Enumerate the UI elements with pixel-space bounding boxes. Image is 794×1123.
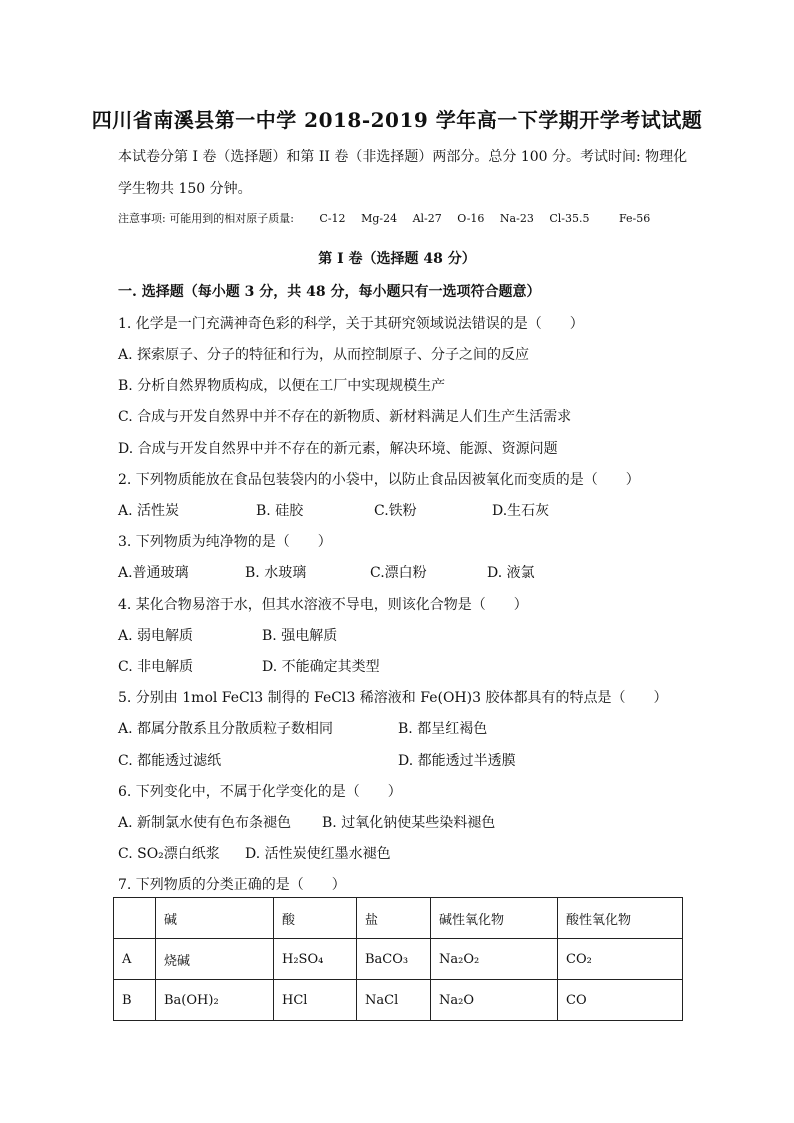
question-1-option-c: C. 合成与开发自然界中并不存在的新物质、新材料满足人们生产生活需求 <box>118 409 572 425</box>
atomic-mass: Na-23 <box>499 212 534 225</box>
question-1-option-a: A. 探索原子、分子的特征和行为，从而控制原子、分子之间的反应 <box>118 347 530 363</box>
atomic-mass: O-16 <box>457 212 485 225</box>
question-3-option-a: A.普通玻璃 <box>118 565 189 581</box>
question-6-option-d: D. 活性炭使红墨水褪色 <box>245 846 391 862</box>
table-cell: CO₂ <box>558 939 683 980</box>
question-5-option-b: B. 都呈红褐色 <box>398 721 488 737</box>
atomic-mass: C-12 <box>319 212 346 225</box>
question-3-stem: 3. 下列物质为纯净物的是（ ） <box>118 534 332 550</box>
question-7-stem: 7. 下列物质的分类正确的是（ ） <box>118 877 346 893</box>
intro-line-2: 学生物共 150 分钟。 <box>118 181 252 197</box>
table-cell: Na₂O <box>431 980 558 1021</box>
question-6-option-b: B. 过氧化钠使某些染料褪色 <box>322 815 496 831</box>
question-5-option-d: D. 都能透过半透膜 <box>398 753 516 769</box>
table-cell: HCl <box>274 980 357 1021</box>
table-row <box>114 980 683 1021</box>
question-5-option-c: C. 都能透过滤纸 <box>118 753 222 769</box>
exam-title: 四川省南溪县第一中学 2018-2019 学年高一下学期开学考试试题 <box>91 108 703 132</box>
question-4-stem: 4. 某化合物易溶于水，但其水溶液不导电，则该化合物是（ ） <box>118 597 528 613</box>
question-6-stem: 6. 下列变化中，不属于化学变化的是（ ） <box>118 784 402 800</box>
question-3-option-c: C.漂白粉 <box>370 565 427 581</box>
table-cell: NaCl <box>357 980 431 1021</box>
notes-line <box>118 210 662 226</box>
table-cell: BaCO₃ <box>357 939 431 980</box>
question-4-option-d: D. 不能确定其类型 <box>262 659 380 675</box>
question-2-option-b: B. 硅胶 <box>256 503 304 519</box>
classification-table <box>113 897 683 1021</box>
atomic-mass: Al-27 <box>412 212 442 225</box>
section-title: 第 I 卷（选择题 48 分） <box>318 251 476 267</box>
question-5-option-a: A. 都属分散系且分散质粒子数相同 <box>118 721 334 737</box>
atomic-mass: Mg-24 <box>361 212 398 225</box>
table-cell: Ba(OH)₂ <box>156 980 274 1021</box>
atomic-mass: Fe-56 <box>618 212 651 225</box>
table-cell: Na₂O₂ <box>431 939 558 980</box>
table-header-cell <box>114 898 156 939</box>
table-header-cell: 盐 <box>357 898 431 939</box>
question-6-option-c: C. SO₂漂白纸浆 <box>118 846 220 862</box>
part-heading: 一. 选择题（每小题 3 分，共 48 分，每小题只有一选项符合题意） <box>118 284 541 300</box>
intro-line-1: 本试卷分第 I 卷（选择题）和第 II 卷（非选择题）两部分。总分 100 分。考试时间: 物理化 <box>118 149 688 165</box>
table-cell: B <box>114 980 156 1021</box>
atomic-mass: Cl-35.5 <box>549 212 590 225</box>
table-cell: A <box>114 939 156 980</box>
table-header-cell: 酸 <box>274 898 357 939</box>
question-2-option-d: D.生石灰 <box>492 503 550 519</box>
table-row <box>114 939 683 980</box>
question-4-option-c: C. 非电解质 <box>118 659 194 675</box>
question-3-option-d: D. 液氯 <box>487 565 535 581</box>
question-1-stem: 1. 化学是一门充满神奇色彩的科学，关于其研究领域说法错误的是（ ） <box>118 316 584 332</box>
question-5-stem: 5. 分别由 1mol FeCl3 制得的 FeCl3 稀溶液和 Fe(OH)3 胶体都具有的特点是（ ） <box>118 690 668 706</box>
question-4-option-b: B. 强电解质 <box>262 628 338 644</box>
table-header-cell: 酸性氧化物 <box>558 898 683 939</box>
question-1-option-d: D. 合成与开发自然界中并不存在的新元素，解决环境、能源、资源问题 <box>118 441 558 457</box>
question-3-option-b: B. 水玻璃 <box>245 565 307 581</box>
table-header-cell: 碱 <box>156 898 274 939</box>
question-4-option-a: A. 弱电解质 <box>118 628 194 644</box>
question-6-option-a: A. 新制氯水使有色布条褪色 <box>118 815 292 831</box>
question-2-option-a: A. 活性炭 <box>118 503 180 519</box>
question-2-option-c: C.铁粉 <box>374 503 417 519</box>
table-cell: 烧碱 <box>156 939 274 980</box>
question-2-stem: 2. 下列物质能放在食品包装袋内的小袋中，以防止食品因被氧化而变质的是（ ） <box>118 472 640 488</box>
table-header-row <box>114 898 683 939</box>
question-1-option-b: B. 分析自然界物质构成，以便在工厂中实现规模生产 <box>118 378 446 394</box>
table-header-cell: 碱性氧化物 <box>431 898 558 939</box>
notes-label: 注意事项: 可能用到的相对原子质量: <box>118 212 294 225</box>
table-cell: H₂SO₄ <box>274 939 357 980</box>
table-cell: CO <box>558 980 683 1021</box>
